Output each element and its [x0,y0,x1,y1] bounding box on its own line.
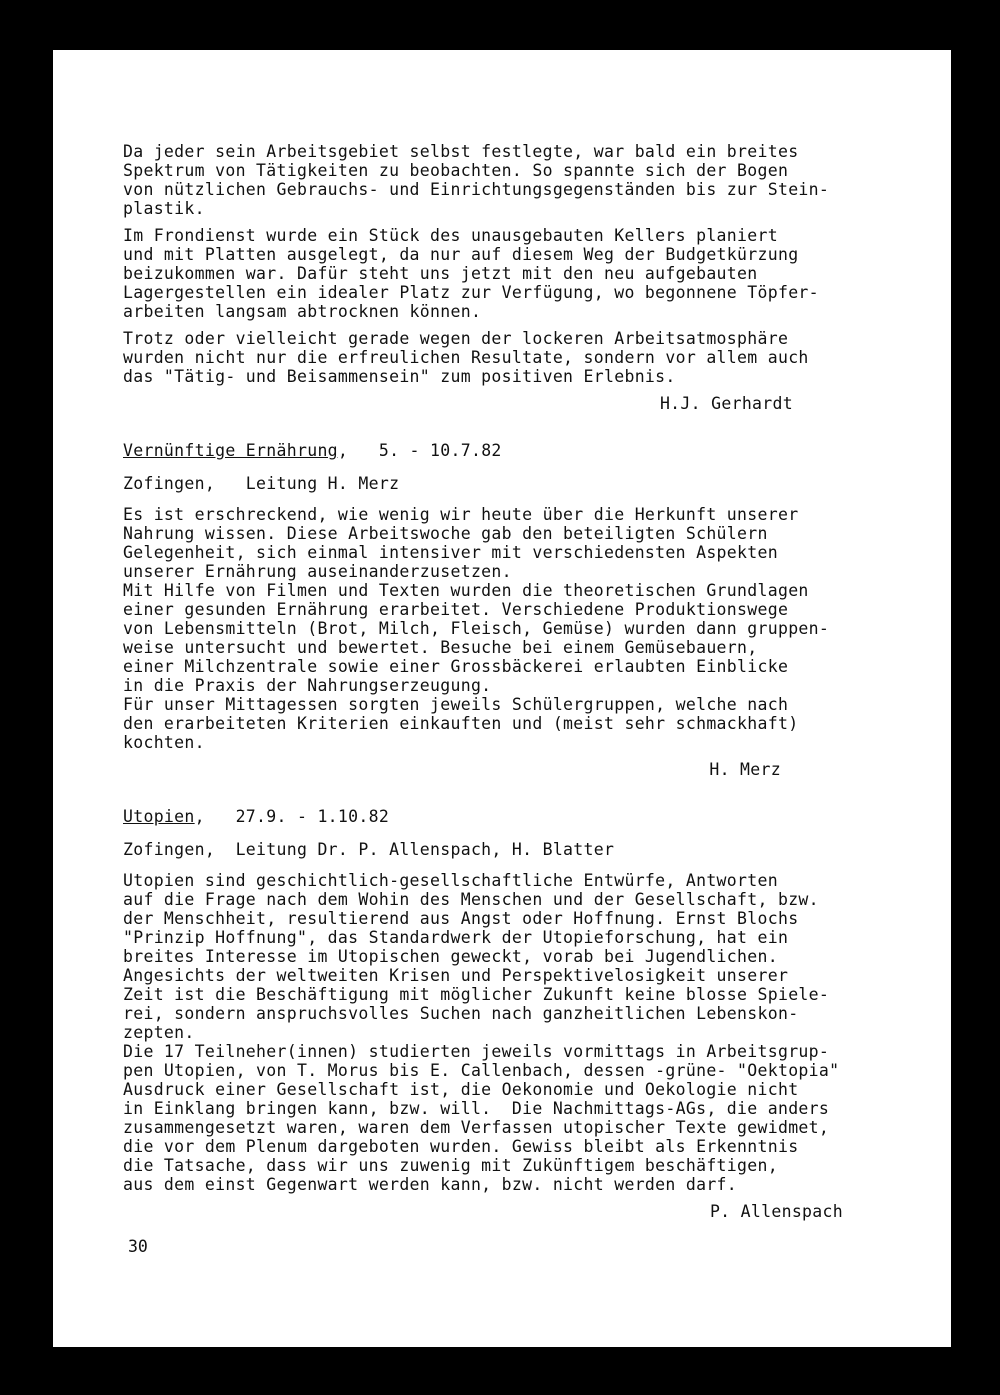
text-line: beizukommen war. Dafür steht uns jetzt mit den neu aufgebauten [123,264,758,283]
text-line: Trotz oder vielleicht gerade wegen der lockeren Arbeitsatmosphäre [123,329,789,348]
paragraph [123,226,913,321]
text-line: aus dem einst Gegenwart werden kann, bzw. nicht werden darf. [123,1175,738,1194]
text-line: die Tatsache, dass wir uns zuwenig mit Zukünftigem beschäftigen, [123,1156,778,1175]
text-line: plastik. [123,199,205,218]
paragraph [123,505,913,752]
signature: H.J. Gerhardt [659,394,793,413]
section-heading [123,807,913,826]
text-line: rei, sondern anspruchsvolles Suchen nach ganzheitlichen Lebenskon- [123,1004,799,1023]
text-line: Angesichts der weltweiten Krisen und Perspektivelosigkeit unserer [123,966,789,985]
text-line: Lagergestellen ein idealer Platz zur Verfügung, wo begonnene Töpfer- [123,283,819,302]
text-line: in die Praxis der Nahrungserzeugung. [123,676,492,695]
section-title: Vernünftige Ernährung [123,441,338,460]
text-line: Da jeder sein Arbeitsgebiet selbst festlegte, war bald ein breites [123,142,799,161]
text-line: Es ist erschreckend, wie wenig wir heute über die Herkunft unserer [123,505,799,524]
text-line: Utopien sind geschichtlich-gesellschaftliche Entwürfe, Antworten [123,871,778,890]
paragraph [123,329,913,386]
text-line: breites Interesse im Utopischen geweckt, vorab bei Jugendlichen. [123,947,778,966]
signature: P. Allenspach [709,1202,843,1221]
page-number: 30 [128,1237,148,1256]
section-heading [123,441,913,460]
text-line: arbeiten langsam abtrocknen können. [123,302,482,321]
text-line: Nahrung wissen. Diese Arbeitswoche gab den beteiligten Schülern [123,524,768,543]
paragraph [123,142,913,218]
text-line: die vor dem Plenum dargeboten wurden. Gewiss bleibt als Erkenntnis [123,1137,799,1156]
text-line: und mit Platten ausgelegt, da nur auf diesem Weg der Budgetkürzung [123,245,799,264]
text-line: weise untersucht und bewertet. Besuche bei einem Gemüsebauern, [123,638,758,657]
text-line: kochten. [123,733,205,752]
text-line: von nützlichen Gebrauchs- und Einrichtungsgegenständen bis zur Stein- [123,180,830,199]
signature: H. Merz [709,760,781,779]
text-line: unserer Ernährung auseinanderzusetzen. [123,562,512,581]
text-line: auf die Frage nach dem Wohin des Menschen und der Gesellschaft, bzw. [123,890,819,909]
section-subline: Zofingen, Leitung Dr. P. Allenspach, H. Blatter [123,840,615,859]
text-line: Zeit ist die Beschäftigung mit möglicher Zukunft keine blosse Spiele- [123,985,830,1004]
text-line: Die 17 Teilneher(innen) studierten jeweils vormittags in Arbeitsgrup- [123,1042,830,1061]
text-line: Spektrum von Tätigkeiten zu beobachten. So spannte sich der Bogen [123,161,789,180]
section-dates: , 27.9. - 1.10.82 [194,807,390,826]
text-line: "Prinzip Hoffnung", das Standardwerk der Utopieforschung, hat ein [123,928,789,947]
text-line: einer gesunden Ernährung erarbeitet. Verschiedene Produktionswege [123,600,789,619]
paragraph [123,871,913,1194]
text-line: zusammengesetzt waren, waren dem Verfassen utopischer Texte gewidmet, [123,1118,830,1137]
section-dates: , 5. - 10.7.82 [337,441,502,460]
text-line: Ausdruck einer Gesellschaft ist, die Oekonomie und Oekologie nicht [123,1080,799,1099]
page-content [123,142,913,1221]
text-line: von Lebensmitteln (Brot, Milch, Fleisch, Gemüse) wurden dann gruppen- [123,619,830,638]
text-line: zepten. [123,1023,195,1042]
section-subline: Zofingen, Leitung H. Merz [123,474,400,493]
text-line: Im Frondienst wurde ein Stück des unausgebauten Kellers planiert [123,226,778,245]
text-line: den erarbeiteten Kriterien einkauften und (meist sehr schmackhaft) [123,714,799,733]
text-line: einer Milchzentrale sowie einer Grossbäckerei erlaubten Einblicke [123,657,789,676]
document-page [53,50,951,1347]
text-line: Für unser Mittagessen sorgten jeweils Schülergruppen, welche nach [123,695,789,714]
text-line: Gelegenheit, sich einmal intensiver mit verschiedensten Aspekten [123,543,778,562]
text-line: der Menschheit, resultierend aus Angst oder Hoffnung. Ernst Blochs [123,909,799,928]
text-line: das "Tätig- und Beisammensein" zum positiven Erlebnis. [123,367,676,386]
text-line: in Einklang bringen kann, bzw. will. Die Nachmittags-AGs, die anders [123,1099,830,1118]
text-line: wurden nicht nur die erfreulichen Resultate, sondern vor allem auch [123,348,809,367]
section-title: Utopien [123,807,195,826]
text-line: pen Utopien, von T. Morus bis E. Callenbach, dessen -grüne- "Oektopia" [123,1061,840,1080]
text-line: Mit Hilfe von Filmen und Texten wurden die theoretischen Grundlagen [123,581,809,600]
